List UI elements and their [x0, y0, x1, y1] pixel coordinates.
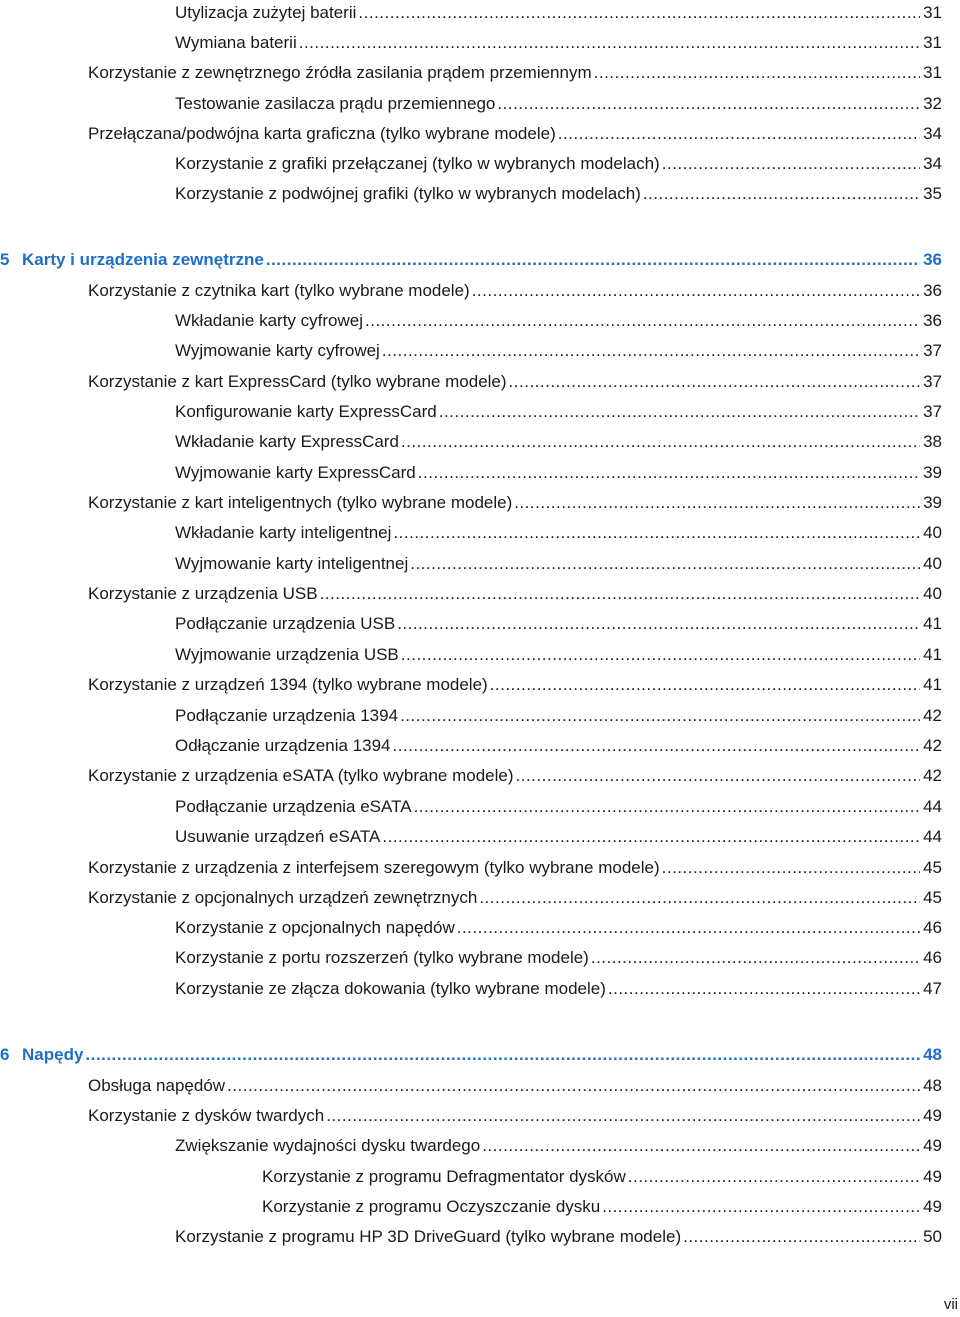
toc-entry-title — [0, 249, 264, 271]
toc-entry[interactable] — [175, 1224, 942, 1248]
toc-entry-title — [175, 2, 356, 24]
toc-entry[interactable] — [175, 551, 942, 575]
toc-entry[interactable] — [175, 151, 942, 175]
toc-entry-title — [175, 153, 660, 175]
toc-entry-text: Korzystanie z programu Oczyszczanie dysku — [262, 1197, 601, 1216]
toc-page-number: 50 — [923, 1227, 942, 1246]
dot-leader — [683, 1226, 920, 1248]
toc-page-number: 37 — [923, 402, 942, 421]
toc-page-number: 49 — [923, 1167, 942, 1186]
toc-entry-text: Korzystanie z programu HP 3D DriveGuard (tylko wybrane modele) — [175, 1227, 682, 1246]
toc-entry-title — [0, 1044, 83, 1066]
dot-leader — [401, 644, 920, 666]
dot-leader — [558, 123, 920, 145]
toc-entry[interactable] — [175, 824, 942, 848]
dot-leader — [392, 735, 920, 757]
toc-entry-text: Korzystanie z grafiki przełączanej (tylko w wybranych modelach) — [175, 154, 660, 173]
dot-leader — [608, 978, 920, 1000]
dot-leader — [397, 613, 920, 635]
toc-entry[interactable] — [88, 581, 942, 605]
toc-entry-text: Napędy — [22, 1045, 84, 1064]
toc-page-number: 36 — [923, 281, 942, 300]
toc-entry[interactable] — [175, 429, 942, 453]
toc-entry-title — [88, 857, 660, 879]
toc-entry-title — [88, 280, 470, 302]
toc-entry[interactable] — [175, 91, 942, 115]
dot-leader — [439, 401, 920, 423]
toc-entry-title — [175, 947, 589, 969]
toc-page-number: 48 — [923, 1076, 942, 1095]
toc-entry[interactable] — [175, 460, 942, 484]
toc-entry[interactable] — [88, 60, 942, 84]
toc-entry[interactable] — [175, 30, 942, 54]
toc-entry-title — [88, 371, 507, 393]
toc-entry[interactable] — [88, 855, 942, 879]
dot-leader — [326, 1105, 920, 1127]
dot-leader — [662, 153, 920, 175]
toc-page-number: 34 — [923, 154, 942, 173]
toc-page-number: 49 — [923, 1136, 942, 1155]
dot-leader — [472, 280, 920, 302]
toc-page-number: 42 — [923, 706, 942, 725]
toc-entry[interactable] — [175, 308, 942, 332]
toc-entry-text: Przełączana/podwójna karta graficzna (tylko wybrane modele) — [88, 124, 556, 143]
dot-leader — [514, 492, 920, 514]
chapter-number: 5 — [0, 250, 10, 269]
toc-entry-title — [175, 826, 380, 848]
dot-leader — [365, 310, 920, 332]
toc-entry-text: Korzystanie z kart ExpressCard (tylko wybrane modele) — [88, 372, 507, 391]
toc-entry[interactable] — [175, 520, 942, 544]
toc-page-number: 40 — [923, 584, 942, 603]
toc-entry-text: Podłączanie urządzenia 1394 — [175, 706, 399, 725]
toc-entry-title — [175, 462, 416, 484]
toc-page-number: 46 — [923, 918, 942, 937]
dot-leader — [516, 765, 920, 787]
toc-entry-text: Wkładanie karty ExpressCard — [175, 432, 399, 451]
toc-entry-text: Wkładanie karty inteligentnej — [175, 523, 392, 542]
toc-entry[interactable] — [88, 121, 942, 145]
toc-entry-title — [175, 431, 399, 453]
toc-page-number: 36 — [923, 250, 942, 269]
toc-entry-text: Korzystanie z urządzenia eSATA (tylko wybrane modele) — [88, 766, 514, 785]
toc-entry-title — [88, 123, 556, 145]
dot-leader — [482, 1135, 920, 1157]
toc-entry[interactable] — [175, 642, 942, 666]
toc-entry-text: Usuwanie urządzeń eSATA — [175, 827, 381, 846]
toc-entry[interactable] — [88, 1103, 942, 1127]
toc-entry-text: Korzystanie z czytnika kart (tylko wybrane modele) — [88, 281, 470, 300]
toc-entry-text: Podłączanie urządzenia USB — [175, 614, 396, 633]
dot-leader — [602, 1196, 920, 1218]
toc-entry-text: Korzystanie z podwójnej grafiki (tylko w wybranych modelach) — [175, 184, 641, 203]
toc-page-number: 41 — [923, 645, 942, 664]
toc-entry[interactable] — [262, 1194, 942, 1218]
toc-entry[interactable] — [88, 278, 942, 302]
toc-page-number: 40 — [923, 554, 942, 573]
toc-entry-text: Odłączanie urządzenia 1394 — [175, 736, 391, 755]
toc-entry[interactable] — [175, 338, 942, 362]
dot-leader — [299, 32, 920, 54]
dot-leader — [594, 62, 920, 84]
dot-leader — [479, 887, 920, 909]
toc-page-number: 42 — [923, 766, 942, 785]
toc-page-number: 41 — [923, 675, 942, 694]
dot-leader — [643, 183, 920, 205]
toc-entry-title — [88, 1075, 225, 1097]
toc-entry-title — [175, 553, 408, 575]
toc-entry-title — [262, 1166, 626, 1188]
dot-leader — [662, 857, 920, 879]
toc-entry-title — [175, 93, 495, 115]
dot-leader — [320, 583, 920, 605]
toc-entry[interactable] — [175, 945, 942, 969]
dot-leader — [382, 826, 920, 848]
toc-entry-title — [88, 674, 488, 696]
toc-page-number: 34 — [923, 124, 942, 143]
dot-leader — [490, 674, 920, 696]
toc-entry-text: Wyjmowanie karty inteligentnej — [175, 554, 409, 573]
toc-entry-text: Korzystanie z dysków twardych — [88, 1106, 325, 1125]
toc-entry[interactable] — [88, 885, 942, 909]
toc-entry[interactable] — [88, 672, 942, 696]
dot-leader — [401, 431, 920, 453]
toc-entry[interactable] — [88, 763, 942, 787]
toc-page-number: 31 — [923, 33, 942, 52]
toc-entry-title — [262, 1196, 600, 1218]
toc-page-number: 41 — [923, 614, 942, 633]
toc-entry[interactable] — [175, 611, 942, 635]
toc-entry[interactable] — [88, 1073, 942, 1097]
dot-leader — [382, 340, 920, 362]
dot-leader — [497, 93, 920, 115]
dot-leader — [591, 947, 920, 969]
dot-leader — [400, 705, 920, 727]
dot-leader — [418, 462, 920, 484]
toc-entry[interactable] — [262, 1164, 942, 1188]
dot-leader — [509, 371, 920, 393]
toc-entry-title — [88, 1105, 324, 1127]
dot-leader — [266, 249, 920, 271]
dot-leader — [628, 1166, 920, 1188]
toc-entry[interactable] — [88, 369, 942, 393]
toc-entry-title — [175, 1226, 681, 1248]
toc-entry-title — [88, 492, 512, 514]
toc-entry-text: Korzystanie ze złącza dokowania (tylko wybrane modele) — [175, 979, 606, 998]
toc-entry-title — [175, 978, 606, 1000]
page-number: vii — [943, 1296, 958, 1313]
toc-entry-text: Testowanie zasilacza prądu przemiennego — [175, 94, 496, 113]
toc-entry-text: Konfigurowanie karty ExpressCard — [175, 402, 437, 421]
toc-entry-title — [175, 917, 455, 939]
toc-page-number: 31 — [923, 63, 942, 82]
toc-entry-title — [175, 340, 380, 362]
toc-entry[interactable] — [175, 794, 942, 818]
toc-entry-text: Korzystanie z programu Defragmentator dysków — [262, 1167, 626, 1186]
toc-entry-title — [88, 62, 592, 84]
toc-entry[interactable] — [175, 703, 942, 727]
toc-entry-text: Wyjmowanie karty cyfrowej — [175, 341, 380, 360]
toc-page-number: 39 — [923, 463, 942, 482]
toc-entry-text: Wkładanie karty cyfrowej — [175, 311, 364, 330]
toc-entry-text: Wyjmowanie urządzenia USB — [175, 645, 399, 664]
toc-page-number: 47 — [923, 979, 942, 998]
dot-leader — [457, 917, 920, 939]
toc-entry-title — [175, 796, 412, 818]
toc-entry[interactable] — [175, 915, 942, 939]
toc-chapter-entry[interactable] — [0, 1042, 942, 1066]
toc-entry-text: Wyjmowanie karty ExpressCard — [175, 463, 416, 482]
toc-entry-title — [88, 887, 477, 909]
toc-entry-text: Korzystanie z kart inteligentnych (tylko wybrane modele) — [88, 493, 513, 512]
toc-page-number: 38 — [923, 432, 942, 451]
toc-entry-title — [88, 765, 514, 787]
toc-entry-text: Korzystanie z urządzenia USB — [88, 584, 318, 603]
toc-page-number: 48 — [923, 1045, 942, 1064]
toc-entry[interactable] — [175, 181, 942, 205]
toc-entry-title — [175, 183, 641, 205]
toc-entry-text: Zwiększanie wydajności dysku twardego — [175, 1136, 481, 1155]
toc-entry-text: Karty i urządzenia zewnętrzne — [22, 250, 264, 269]
toc-entry[interactable] — [175, 733, 942, 757]
toc-entry-text: Korzystanie z zewnętrznego źródła zasilania prądem przemiennym — [88, 63, 592, 82]
toc-entry-text: Korzystanie z opcjonalnych urządzeń zewnętrznych — [88, 888, 478, 907]
toc-page-number: 45 — [923, 858, 942, 877]
toc-entry[interactable] — [175, 1133, 942, 1157]
chapter-number: 6 — [0, 1045, 10, 1064]
toc-entry-title — [175, 32, 297, 54]
dot-leader — [85, 1044, 920, 1066]
toc-entry-title — [88, 583, 318, 605]
toc-entry-text: Korzystanie z urządzenia z interfejsem szeregowym (tylko wybrane modele) — [88, 858, 660, 877]
toc-entry-title — [175, 735, 390, 757]
toc-entry-title — [175, 644, 399, 666]
toc-entry-title — [175, 310, 363, 332]
toc-page-number: 39 — [923, 493, 942, 512]
toc-page-number: 44 — [923, 797, 942, 816]
toc-page-number: 42 — [923, 736, 942, 755]
toc-entry-title — [175, 401, 437, 423]
toc-entry-title — [175, 522, 391, 544]
toc-page-number: 44 — [923, 827, 942, 846]
toc-page-number: 32 — [923, 94, 942, 113]
toc-entry-text: Wymiana baterii — [175, 33, 297, 52]
toc-page-number: 46 — [923, 948, 942, 967]
toc-entry-text: Podłączanie urządzenia eSATA — [175, 797, 412, 816]
toc-page-number: 37 — [923, 372, 942, 391]
toc-entry-text: Obsługa napędów — [88, 1076, 226, 1095]
toc-entry[interactable] — [175, 976, 942, 1000]
toc-page-number: 49 — [923, 1106, 942, 1125]
toc-entry-title — [175, 705, 398, 727]
dot-leader — [414, 796, 920, 818]
dot-leader — [227, 1075, 920, 1097]
toc-page-number: 49 — [923, 1197, 942, 1216]
toc-page-number: 35 — [923, 184, 942, 203]
dot-leader — [410, 553, 920, 575]
toc-page-number: 45 — [923, 888, 942, 907]
toc-entry-text: Korzystanie z urządzeń 1394 (tylko wybrane modele) — [88, 675, 488, 694]
toc-page-number: 36 — [923, 311, 942, 330]
toc-entry[interactable] — [175, 399, 942, 423]
toc-chapter-entry[interactable] — [0, 247, 942, 271]
toc-entry-text: Korzystanie z opcjonalnych napędów — [175, 918, 455, 937]
toc-entry-title — [175, 613, 395, 635]
toc-page-number: 31 — [923, 3, 942, 22]
toc-page-number: 37 — [923, 341, 942, 360]
toc-page-number: 40 — [923, 523, 942, 542]
toc-entry-text: Korzystanie z portu rozszerzeń (tylko wybrane modele) — [175, 948, 589, 967]
dot-leader — [358, 2, 920, 24]
toc-entry[interactable] — [88, 490, 942, 514]
toc-entry-title — [175, 1135, 480, 1157]
dot-leader — [393, 522, 920, 544]
toc-entry-text: Utylizacja zużytej baterii — [175, 3, 357, 22]
toc-entry[interactable] — [175, 0, 942, 24]
